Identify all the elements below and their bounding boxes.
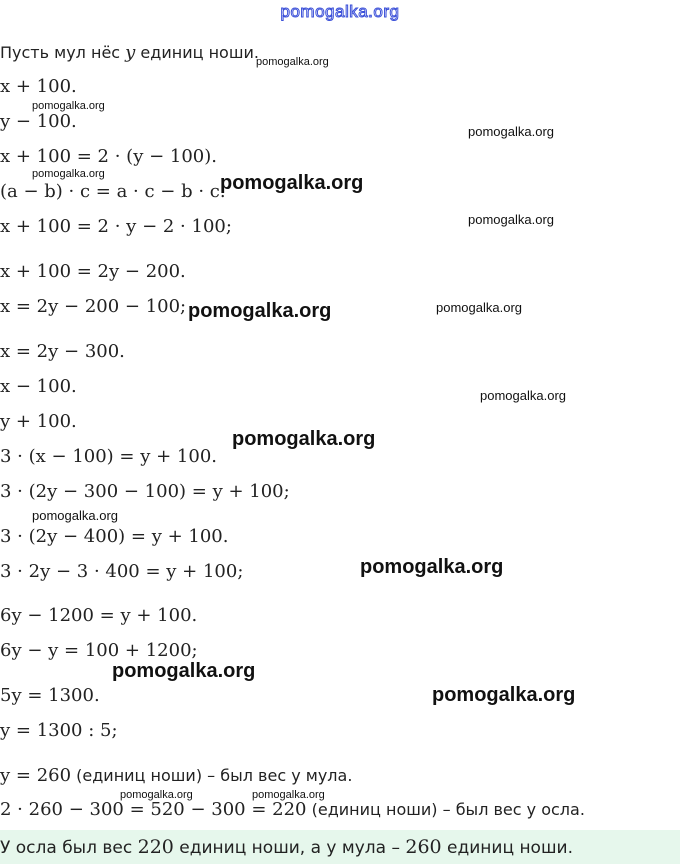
intro-text-after: единиц ноши. (135, 43, 259, 62)
watermark: pomogalka.org (120, 789, 193, 801)
result-donkey-line (0, 799, 585, 820)
watermark: pomogalka.org (432, 684, 576, 706)
math-line: 3 · (2y − 300 − 100) = y + 100; (0, 481, 290, 502)
math-line: y = 1300 : 5; (0, 720, 118, 741)
math-line: 5y = 1300. (0, 685, 100, 706)
watermark: pomogalka.org (360, 556, 504, 578)
answer-part3: единиц ноши. (441, 838, 573, 858)
answer-box (0, 830, 680, 864)
math-line: 3 · 2y − 3 · 400 = y + 100; (0, 561, 244, 582)
math-line: 6y − y = 100 + 1200; (0, 640, 198, 661)
math-line: (a − b) · c = a · c − b · c. (0, 181, 226, 202)
watermark: pomogalka.org (468, 212, 554, 227)
result-donkey-text: (единиц ноши) – был вес у осла. (306, 800, 585, 819)
math-line: 6y − 1200 = y + 100. (0, 605, 198, 626)
result-mule-line (0, 765, 352, 786)
watermark: pomogalka.org (188, 300, 332, 322)
watermark: pomogalka.org (256, 56, 329, 68)
watermark: pomogalka.org (468, 124, 554, 139)
site-logo[interactable]: pomogalka.org (280, 2, 400, 21)
math-line: x + 100. (0, 76, 77, 97)
math-line: y + 100. (0, 411, 77, 432)
answer-part1: У осла был вес (0, 838, 138, 858)
watermark: pomogalka.org (232, 428, 376, 450)
math-line: 3 · (x − 100) = y + 100. (0, 446, 217, 467)
math-line: x = 2y − 200 − 100; (0, 296, 187, 317)
answer-part2: единиц ноши, а у мула – (173, 838, 406, 858)
watermark: pomogalka.org (32, 168, 105, 180)
result-mule-math: y = 260 (0, 765, 72, 786)
intro-var: y (125, 42, 136, 63)
intro-line (0, 42, 259, 63)
watermark: pomogalka.org (252, 789, 325, 801)
math-line: y − 100. (0, 111, 77, 132)
watermark: pomogalka.org (32, 508, 118, 523)
answer-number-1: 220 (137, 836, 174, 858)
math-line: x − 100. (0, 376, 77, 397)
result-donkey-math: 2 · 260 − 300 = 520 − 300 = 220 (0, 799, 307, 820)
math-line: x + 100 = 2 · y − 2 · 100; (0, 216, 232, 237)
result-mule-text: (единиц ноши) – был вес у мула. (71, 766, 353, 785)
math-line: x + 100 = 2 · (y − 100). (0, 146, 217, 167)
math-line: 3 · (2y − 400) = y + 100. (0, 526, 229, 547)
watermark: pomogalka.org (480, 388, 566, 403)
watermark: pomogalka.org (32, 100, 105, 112)
watermark: pomogalka.org (436, 300, 522, 315)
math-line: x + 100 = 2y − 200. (0, 261, 186, 282)
watermark: pomogalka.org (112, 660, 256, 682)
answer-number-2: 260 (405, 836, 442, 858)
watermark: pomogalka.org (220, 172, 364, 194)
math-line: x = 2y − 300. (0, 341, 125, 362)
intro-text-before: Пусть мул нёс (0, 43, 126, 62)
